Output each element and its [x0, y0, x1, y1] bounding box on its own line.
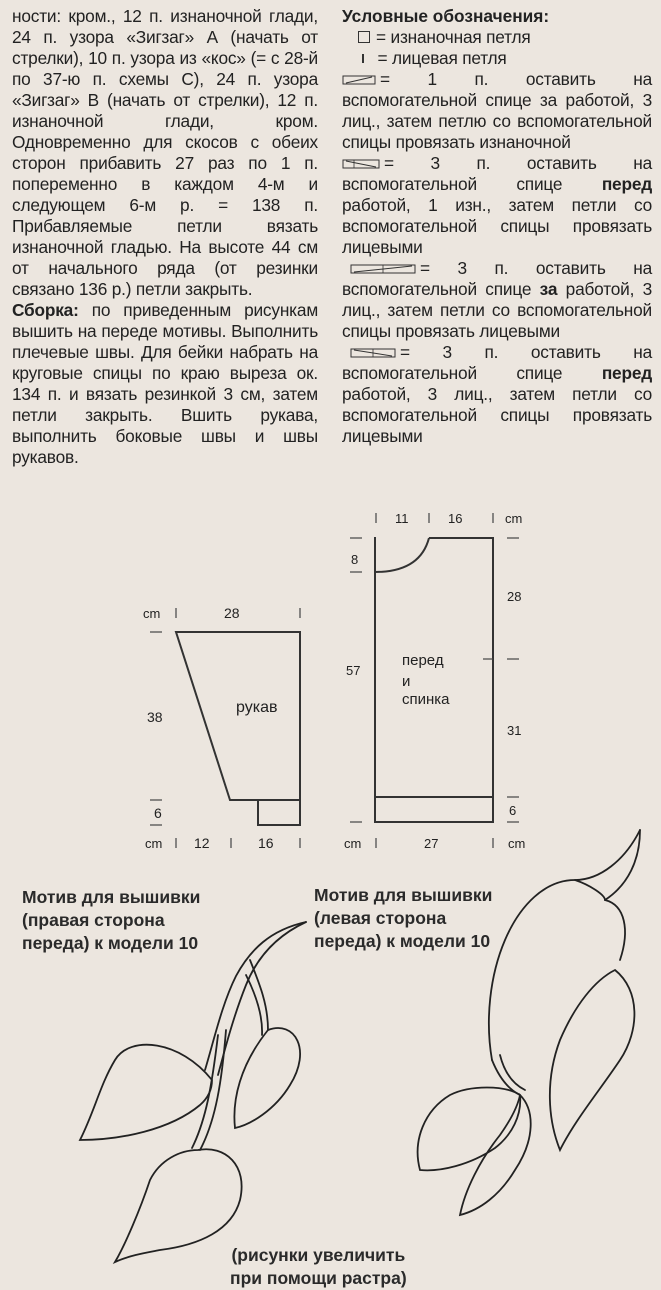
enlarge-note-1: (рисунки увеличить: [231, 1245, 406, 1265]
legend-cable-2-text-a: = 3 п. оставить на вспомогательной спице: [342, 153, 652, 194]
legend-cable-4-text-a: = 3 п. оставить на вспомогательной спице: [342, 342, 652, 383]
legend-cable-3-bold: за: [539, 279, 558, 299]
legend-cable-2-bold: перед: [601, 174, 652, 194]
body-label-3: спинка: [402, 691, 450, 708]
body-diagram: [375, 538, 493, 822]
body-label-2: и: [402, 673, 411, 690]
motif-right-caption-1: Мотив для вышивки: [22, 887, 201, 907]
body-neck-depth: 8: [351, 552, 359, 567]
legend-cable-3-text-a: = 3 п. оставить на вспомогательной спице: [342, 258, 652, 299]
motif-left-caption: [314, 884, 492, 953]
sleeve-diagram: [176, 632, 300, 825]
sleeve-unit-bottom: cm: [145, 836, 163, 851]
legend-knit-text: = лицевая петля: [377, 48, 507, 68]
motif-left-caption-2: (левая сторона: [314, 908, 447, 928]
motif-left-caption-1: Мотив для вышивки: [314, 885, 493, 905]
sleeve-bottom-left: 12: [194, 835, 210, 851]
sleeve-cuff-height: 6: [154, 805, 162, 821]
embroidery-motif-right: [80, 922, 306, 1262]
sleeve-ticks: [150, 608, 300, 848]
body-neck-width: 11: [395, 511, 409, 526]
sleeve-cuff: [258, 800, 300, 825]
body-shoulder-width: 16: [448, 511, 463, 526]
legend-cable-3-text-b: работой, 3 лиц., затем петли со вспомогательной спицы провязать лицевыми: [342, 279, 652, 341]
sleeve-top-width: 28: [224, 605, 240, 621]
body-unit-bottom-left: cm: [344, 836, 362, 851]
motif-right-caption-2: (правая сторона: [22, 910, 165, 930]
instructions-paragraph: ности: кром., 12 п. изнаночной глади, 24 п. узора «Зигзаг» А (начать от стрелки), 10 п. узора из «кос» (= с 28-й по 37-ю п. схемы С), 24 п. узора «Зигзаг» В (начать от стрелки), 12 п. изнаночной глади, кром. Одновременно для скосов с обеих сторон прибавить 27 раз по 1 п. попеременно в каждом 4-м и следующем 6-м р. = 138 п. Прибавляемые петли вязать изнаночной гладью. На высоте 44 см от начального ряда (от резинки связано 136 р.) петли закрыть.: [12, 6, 318, 299]
legend-cable-4-bold: перед: [601, 363, 652, 383]
body-label-1: перед: [402, 652, 444, 669]
body-lower-height: 31: [507, 723, 522, 738]
motif-right-caption-3: переда) к модели 10: [22, 933, 199, 953]
legend-title: Условные обозначения:: [342, 6, 550, 26]
body-rib-height: 6: [509, 803, 517, 818]
body-outline: [375, 538, 493, 822]
body-upper-height: 28: [507, 589, 522, 604]
motif-right-caption: [22, 886, 200, 955]
body-width: 27: [424, 836, 439, 851]
motif-left-caption-3: переда) к модели 10: [314, 931, 491, 951]
assembly-text: по приведенным рисункам вышить на переде мотивы. Выполнить плечевые швы. Для бейки набрать на круговые спицы по краю выреза ок. 134 п. и вязать резинкой 3 см, затем петли закрыть. Вшить рукава, выполнить боковые швы и швы рукавов.: [12, 300, 318, 467]
legend-cable-1-text: = 1 п. оставить на вспомогательной спице за работой, 3 лиц., затем петлю со вспомогательной спицы провязать изнаночной: [342, 69, 652, 152]
enlarge-note: [230, 1244, 407, 1290]
neckline-curve: [375, 538, 429, 572]
assembly-label: Сборка:: [12, 300, 79, 320]
legend-purl-text: = изнаночная петля: [376, 27, 531, 47]
sleeve-bottom-right: 16: [258, 835, 274, 851]
body-unit-bottom-right: cm: [508, 836, 526, 851]
sleeve-unit-top: cm: [143, 606, 161, 621]
legend-cable-2-text-b: работой, 1 изн., затем петли со вспомогательной спицы провязать лицевыми: [342, 195, 652, 257]
legend-cable-4-text-b: работой, 3 лиц., затем петли со вспомогательной спицы провязать лицевыми: [342, 384, 652, 446]
sleeve-outline: [176, 632, 300, 800]
body-total-height: 57: [346, 663, 361, 678]
sleeve-height: 38: [147, 709, 163, 725]
enlarge-note-2: при помощи растра): [230, 1268, 407, 1288]
sleeve-label: рукав: [236, 699, 278, 716]
body-unit-top: cm: [505, 511, 523, 526]
